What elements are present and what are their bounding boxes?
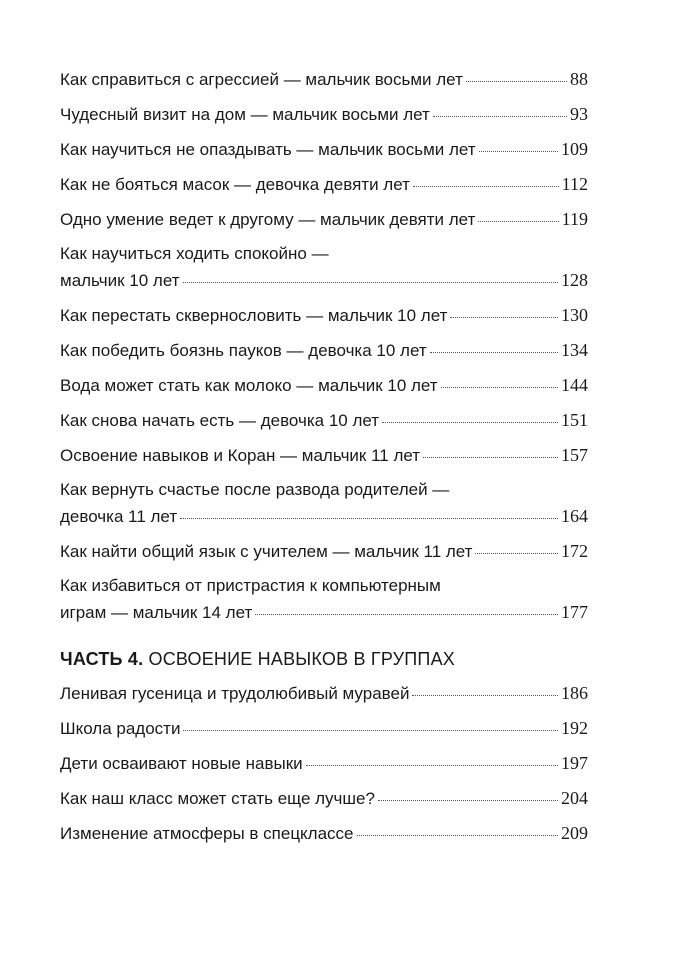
page-number: 151 <box>561 410 588 430</box>
dot-leader <box>382 421 558 423</box>
dot-leader <box>180 517 558 519</box>
entry-title: Как вернуть счастье после развода родителей — <box>60 480 450 499</box>
toc-entry <box>60 407 588 434</box>
entry-title: Как избавиться от пристрастия к компьютерным <box>60 576 441 595</box>
dot-leader <box>466 80 567 82</box>
toc-entry <box>60 171 588 198</box>
page-number: 130 <box>561 305 588 325</box>
entry-title: Школа радости <box>60 719 181 738</box>
section-part-label: ЧАСТЬ 4. <box>60 649 144 669</box>
section-title: ОСВОЕНИЕ НАВЫКОВ В ГРУППАХ <box>148 649 455 669</box>
toc-entry <box>60 442 588 469</box>
dot-leader <box>441 386 558 388</box>
entry-title: Дети осваивают новые навыки <box>60 754 303 773</box>
toc-entry <box>60 372 588 399</box>
dot-leader <box>306 764 558 766</box>
toc-entry <box>60 820 588 847</box>
toc-entry <box>60 136 588 163</box>
toc-entry <box>60 337 588 364</box>
page-number: 186 <box>561 683 588 703</box>
table-of-contents <box>60 66 588 855</box>
entry-title: Вода может стать как молоко — мальчик 10 лет <box>60 376 438 395</box>
toc-entry <box>60 785 588 812</box>
page-number: 164 <box>561 506 588 526</box>
toc-entry <box>60 750 588 777</box>
toc-entry <box>60 680 588 707</box>
entry-title: Изменение атмосферы в спецклассе <box>60 824 354 843</box>
dot-leader <box>450 316 558 318</box>
toc-entry <box>60 715 588 742</box>
page-number: 144 <box>561 375 588 395</box>
page-number: 172 <box>561 541 588 561</box>
dot-leader <box>412 694 558 696</box>
entry-title-continued: девочка 11 лет <box>60 507 178 526</box>
page-number: 128 <box>561 270 588 290</box>
toc-entry <box>60 101 588 128</box>
toc-entry <box>60 477 588 530</box>
entry-title: Чудесный визит на дом — мальчик восьми лет <box>60 105 430 124</box>
entry-title: Освоение навыков и Коран — мальчик 11 лет <box>60 446 421 465</box>
entry-title: Как перестать сквернословить — мальчик 10 лет <box>60 306 448 325</box>
page-number: 209 <box>561 823 588 843</box>
dot-leader <box>378 799 558 801</box>
page-number: 204 <box>561 788 588 808</box>
toc-entry <box>60 573 588 626</box>
page-number: 157 <box>561 445 588 465</box>
entry-title: Как победить боязнь пауков — девочка 10 лет <box>60 341 427 360</box>
entry-title: Одно умение ведет к другому — мальчик девяти лет <box>60 210 476 229</box>
dot-leader <box>423 456 558 458</box>
toc-entry <box>60 302 588 329</box>
section-toc-entries <box>60 680 588 847</box>
page-number: 93 <box>570 104 588 124</box>
section-heading <box>60 646 588 672</box>
entry-title: Ленивая гусеница и трудолюбивый муравей <box>60 684 410 703</box>
dot-leader <box>475 552 558 554</box>
entry-title: Как научиться ходить спокойно — <box>60 244 329 263</box>
page-number: 119 <box>561 209 588 229</box>
entry-title: Как снова начать есть — девочка 10 лет <box>60 411 380 430</box>
entry-title: Как научиться не опаздывать — мальчик восьми лет <box>60 140 476 159</box>
toc-entry <box>60 241 588 294</box>
page-number: 109 <box>561 139 588 159</box>
dot-leader <box>478 220 558 222</box>
entry-title: Как не бояться масок — девочка девяти лет <box>60 175 410 194</box>
dot-leader <box>413 185 559 187</box>
dot-leader <box>183 729 558 731</box>
dot-leader <box>433 115 567 117</box>
entry-title: Как найти общий язык с учителем — мальчик 11 лет <box>60 542 473 561</box>
entry-title: Как справиться с агрессией — мальчик восьми лет <box>60 70 463 89</box>
dot-leader <box>479 150 558 152</box>
toc-entry <box>60 206 588 233</box>
page-number: 88 <box>570 69 588 89</box>
toc-entries <box>60 66 588 626</box>
page-number: 134 <box>561 340 588 360</box>
page-number: 192 <box>561 718 588 738</box>
page-number: 112 <box>561 174 588 194</box>
page-number: 177 <box>561 602 588 622</box>
entry-title: Как наш класс может стать еще лучше? <box>60 789 375 808</box>
toc-entry <box>60 66 588 93</box>
page-number: 197 <box>561 753 588 773</box>
toc-entry <box>60 538 588 565</box>
dot-leader <box>357 834 558 836</box>
dot-leader <box>183 281 558 283</box>
entry-title-continued: мальчик 10 лет <box>60 271 180 290</box>
dot-leader <box>255 613 558 615</box>
entry-title-continued: играм — мальчик 14 лет <box>60 603 253 622</box>
dot-leader <box>430 351 558 353</box>
